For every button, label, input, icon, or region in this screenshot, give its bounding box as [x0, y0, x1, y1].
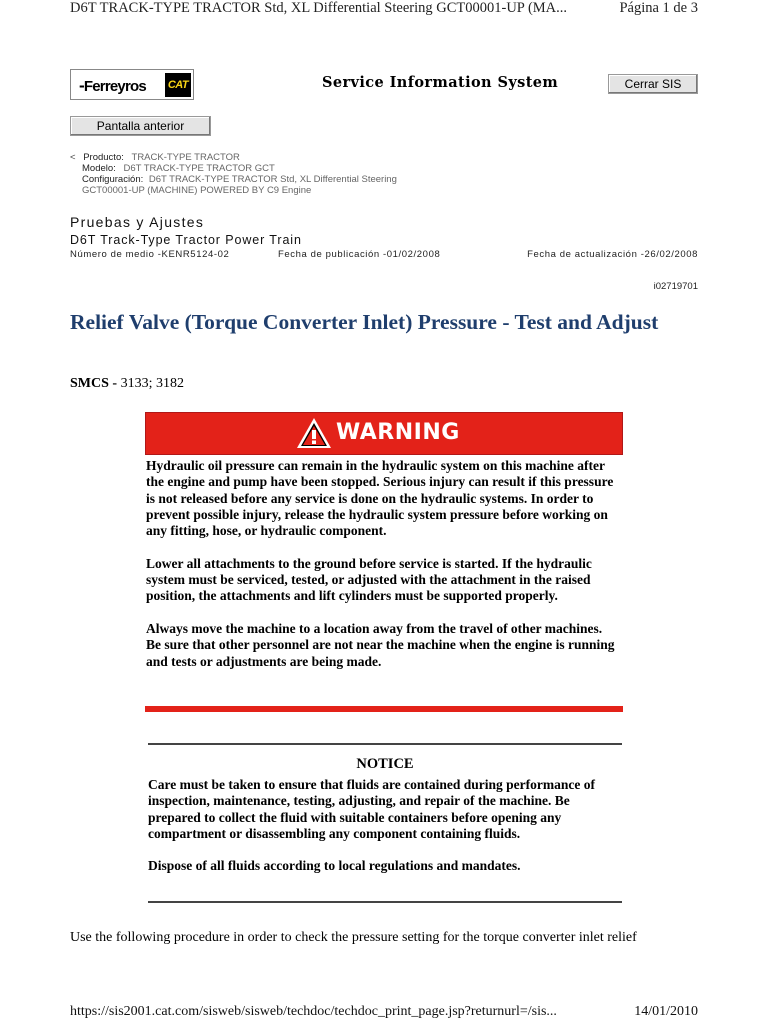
update-date: Fecha de actualización -26/02/2008	[527, 249, 698, 260]
ferreyros-logo-text: -Ferreyros	[79, 76, 146, 95]
cat-logo-badge: CAT	[165, 73, 191, 97]
section-heading: Pruebas y Ajustes	[70, 214, 205, 230]
smcs-label: SMCS -	[70, 376, 118, 391]
procedure-intro: Use the following procedure in order to check the pressure setting for the torque converter inlet relief	[70, 930, 637, 945]
breadcrumb	[70, 152, 490, 196]
warning-body	[146, 458, 616, 686]
breadcrumb-config-value[interactable]: D6T TRACK-TYPE TRACTOR Std, XL Differential Steering	[148, 174, 397, 185]
doc-id: i02719701	[653, 281, 698, 292]
publication-date: Fecha de publicación -01/02/2008	[278, 249, 441, 260]
ferreyros-cat-logo	[70, 69, 194, 100]
warning-paragraph: Lower all attachments to the ground before service is started. If the hydraulic system must be serviced, tested, or adjusted with the attachment in the raised position, the attachments and lift cylinders must be supported properly.	[146, 555, 592, 604]
app-title: Service Information System	[322, 74, 559, 91]
notice-body	[148, 777, 618, 891]
breadcrumb-config-cont	[70, 185, 490, 196]
breadcrumb-modelo-value[interactable]: D6T TRACK-TYPE TRACTOR GCT	[123, 163, 275, 174]
notice-top-rule	[148, 743, 622, 745]
notice-title: NOTICE	[356, 756, 414, 772]
media-number: Número de medio -KENR5124-02	[70, 249, 230, 260]
breadcrumb-config-value-cont[interactable]: GCT00001-UP (MACHINE) POWERED BY C9 Engine	[82, 185, 312, 196]
warning-bottom-bar	[145, 706, 623, 712]
section-subheading: D6T Track-Type Tractor Power Train	[70, 233, 302, 247]
warning-label: WARNING	[336, 420, 460, 445]
print-header-page: Página 1 de 3	[619, 0, 698, 16]
warning-paragraph: Always move the machine to a location away from the travel of other machines. Be sure that other personnel are not near the machine when the engine is running and tests or adjustments are being made.	[146, 620, 615, 669]
breadcrumb-config	[70, 174, 490, 185]
document-title: Relief Valve (Torque Converter Inlet) Pressure - Test and Adjust	[70, 310, 659, 334]
print-header	[70, 0, 698, 20]
warning-triangle-icon	[296, 417, 332, 449]
footer-date: 14/01/2010	[634, 1004, 698, 1019]
back-button[interactable]: Pantalla anterior	[70, 116, 211, 136]
breadcrumb-modelo	[70, 163, 490, 174]
breadcrumb-back-arrow[interactable]: <	[70, 152, 76, 163]
smcs-values: 3133; 3182	[117, 376, 184, 391]
breadcrumb-producto-value[interactable]: TRACK-TYPE TRACTOR	[131, 152, 240, 163]
print-footer	[70, 1004, 698, 1022]
notice-paragraph: Care must be taken to ensure that fluids are contained during performance of inspection, maintenance, testing, adjusting, and repair of the machine. Be prepared to collect the fluid with suitable containers before opening any compartment or disassembling any component containing fluids.	[148, 777, 595, 841]
notice-bottom-rule	[148, 901, 622, 903]
footer-url: https://sis2001.cat.com/sisweb/sisweb/techdoc/techdoc_print_page.jsp?returnurl=/sis...	[70, 1004, 557, 1019]
print-header-title: D6T TRACK-TYPE TRACTOR Std, XL Differential Steering GCT00001-UP (MA...	[70, 0, 568, 16]
breadcrumb-modelo-label: Modelo:	[82, 163, 116, 174]
notice-paragraph: Dispose of all fluids according to local regulations and mandates.	[148, 858, 521, 874]
breadcrumb-config-label: Configuración:	[82, 174, 144, 185]
warning-banner	[145, 412, 623, 455]
close-sis-button[interactable]: Cerrar SIS	[608, 74, 698, 94]
doc-metadata	[70, 249, 698, 263]
smcs-codes	[70, 376, 184, 392]
breadcrumb-producto-label: Producto:	[83, 152, 124, 163]
warning-paragraph: Hydraulic oil pressure can remain in the hydraulic system on this machine after the engine and pump have been stopped. Serious injury can result if this pressure is not released before any service is done on the hydraulic systems. In order to prevent possible injury, release the hydraulic system pressure before working on any fitting, hose, or hydraulic component.	[146, 458, 614, 539]
breadcrumb-producto	[70, 152, 490, 163]
